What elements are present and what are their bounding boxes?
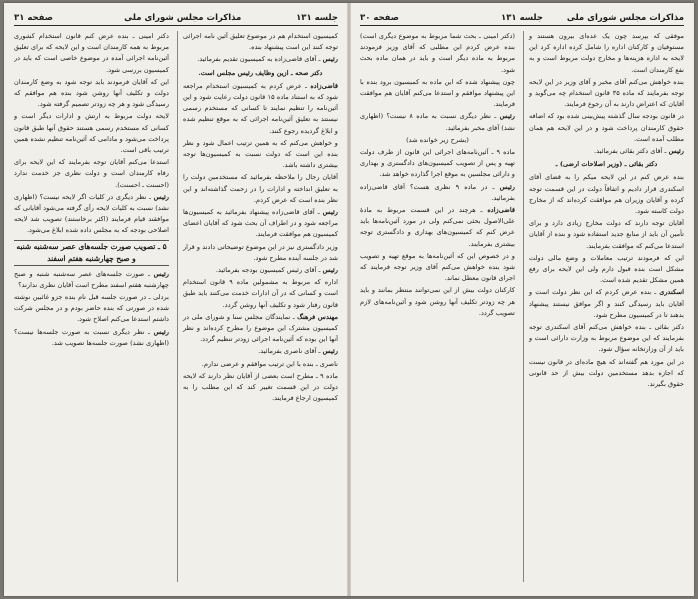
speaker-name: رئیس: [668, 147, 684, 156]
page-number: صفحه ۳۰: [360, 13, 399, 23]
body-paragraph: کارکنان دولت بیش از این نمی‌توانند منتظر بمانند و باید هر چه زودتر تکلیف آنها روشن شود و آئین‌نامه‌های لازم تصویب گردد.: [360, 286, 515, 317]
body-paragraph: آقایان توجه دارند که دولت مخارج زیادی دارد و برای تأمین آن باید از منابع جدید استفاده شود و بنده از آقایان استدعا می‌کنم که موافقت بفرمایند.: [529, 219, 684, 250]
speech-paragraph: [14, 269, 169, 291]
speech-text: ـ صورت جلسه‌های عصر سه‌شنبه شنبه و صبح چهارشنبه هفتم اسفند مطرح است آقایان نظری ندارند؟: [14, 269, 169, 289]
speech-paragraph: [183, 346, 338, 357]
speaker-name: رئیس: [499, 112, 515, 121]
speech-text: ـ آقای قاضی‌زاده به کمیسیون تقدیم بفرمائید.: [197, 55, 321, 64]
speech-paragraph: [360, 205, 515, 250]
journal-title: مذاکرات مجلس شورای ملی: [566, 13, 684, 23]
speech-text: ـ هرچند در این قسمت مربوط به مادهٔ علی‌الاصول بحثی نمی‌کنم ولی در مورد آئین‌نامه‌ها باید عرض کنم که کمیسیون‌های بهداری و دادگستری توجه بیشتری بفرمایند.: [360, 206, 515, 248]
page-header: [14, 11, 338, 26]
speech-text: ـ نظر دیگری نسبت به ماده ۸ نیست؟ (اظهاری نشد) آقای مخبر بفرمائید.: [360, 112, 515, 132]
body-paragraph: لایحه دولت مربوط به ارتش و ادارات دیگر است و کسانی که مستخدم رسمی هستند حقوق آنها طبق قانون پرداخت می‌شود و مادامی که آئین‌نامه تنظیم نشده همین ترتیب باقی است.: [14, 112, 169, 155]
speaker-name: رئیس: [153, 269, 169, 278]
session-number: جلسه ۱۳۱: [501, 13, 543, 23]
speech-paragraph: [360, 111, 515, 133]
body-paragraph: (دکتر امینی ـ بحث شما مربوط به موضوع دیگری است) بنده عرض کردم این مطلبی که آقای وزیر فرمودند مربوط به ماده دیگر است و باید در همان ماده بحث شود.: [360, 32, 515, 74]
body-paragraph: آقایان رجال را ملاحظه بفرمائید که مستخدمین دولت را به تعلیق انداخته و ادارات را در زحمت گذاشته‌اند و این نظر بنده است که عرض کردم.: [183, 173, 338, 204]
speech-paragraph: [14, 327, 169, 349]
page-30: [350, 3, 694, 596]
speaker-line: دکتر بقائی ـ (وزیر اصلاحات ارضی) ـ: [555, 160, 658, 169]
speech-text: ـ نظر دیگری نسبت به صورت جلسه‌ها نیست؟ (اظهاری نشد) صورت جلسه‌ها تصویب شد.: [14, 327, 169, 347]
text-column-left: [360, 31, 515, 582]
speech-paragraph: [360, 182, 515, 204]
speaker-name: اسکندری: [659, 288, 684, 297]
body-paragraph: وزیر دادگستری نیز در این موضوع توضیحاتی دادند و قرار شد در جلسه آینده مطرح شود.: [183, 242, 338, 262]
speaker-name: رئیس: [153, 327, 169, 336]
speech-text: ـ آقای دکتر بقائی بفرمائید.: [594, 147, 667, 156]
speaker-name: رئیس: [499, 182, 515, 191]
speaker-line: دکتر صحه ـ ازین وظایف رئیس مجلس است.: [198, 68, 323, 77]
speech-paragraph: [14, 192, 169, 237]
speaker-name: قاضی‌زاده: [310, 81, 338, 90]
speech-text: ـ آقای ناصری بفرمائید.: [258, 347, 321, 356]
text-column-left: [14, 31, 169, 582]
section-heading: ۵ ـ تصویب صورت جلسه‌های عصر سه‌شنبه شنبه و صبح چهارشنبه هفتم اسفند: [14, 240, 169, 266]
speaker-name: مهندس فرهنگ: [297, 312, 338, 321]
body-paragraph: و خواهش می‌کنم که به همین ترتیب اعمال شود و نظر بنده این است که دولت نسبت به کمیسیون‌ها توجه بیشتری داشته باشد.: [183, 138, 338, 170]
body-paragraph: ماده ۹ ـ مطرح است بعضی از آقایان نظر دارند که لایحه دولت در این قسمت تغییر کند که این مطلب را به کمیسیون ارجاع فرمایند.: [183, 371, 338, 403]
speech-text: ـ در ماده ۹ نظری هست؟ آقای قاضی‌زاده بفرمائید.: [360, 182, 515, 202]
body-paragraph: دکتر بقائی ـ بنده خواهش می‌کنم آقای اسکندری توجه بفرمایند که این موضوع مربوط به وزارت دارائی است و باید از آن وزارتخانه سؤال شود.: [529, 323, 684, 354]
body-paragraph: موفقی که بپرسد چون یک عده‌ای بیرون هستند و مستوفیان و کارکنان اداره را شامل کرده اداره کرد این لایحه به اداره هزینه‌ها و مخارج دولت مربوط است و به نفع کارمندان است.: [529, 32, 684, 74]
speaker-name: قاضی‌زاده: [487, 206, 515, 215]
session-number: جلسه ۱۳۱: [296, 13, 338, 23]
body-paragraph: این که آقایان فرمودند باید توجه شود به وضع کارمندان دولت و تکلیف آنها روشن شود بنده هم موافقم که رسیدگی شود و هر چه زودتر تصمیم گرفته شود.: [14, 77, 169, 109]
speech-paragraph: [529, 146, 684, 157]
speaker-name: رئیس: [322, 208, 338, 217]
page-columns: [360, 31, 684, 582]
body-paragraph: در این مورد هم گفته‌اند که هیچ ماده‌ای در قانون نیست که اجازه بدهد مستخدمین دولت بیش از حد قانونی حقوق بگیرند.: [529, 357, 684, 389]
speech-text: ـ آقای رئیس کمیسیون بودجه بفرمائید.: [215, 266, 321, 275]
body-paragraph: ناصری ـ بنده با این ترتیب موافقم و عرضی ندارم.: [201, 359, 338, 368]
speech-text: ـ بنده عرض کردم که این نظر دولت است و آقایان باید رسیدگی کنند و اگر موافق نیستند پیشنهاد بدهند تا در کمیسیون مطرح شود.: [529, 288, 684, 319]
speaker-name: رئیس: [322, 266, 338, 275]
body-paragraph: دکتر امینی ـ بنده عرض کنم قانون استخدام کشوری مربوط به همه کارمندان است و این لایحه که برای تعلیق آئین‌نامه اجرائی آمده در موضوع خاصی است که باید در کمیسیون بررسی شود.: [14, 32, 169, 74]
speech-paragraph: [183, 54, 338, 65]
speech-paragraph: [183, 207, 338, 241]
page-header: [360, 11, 684, 26]
speech-text: ـ عرض کردم به کمیسیون استخدام مراجعه شود که به استناد ماده ۱۵ قانون دولت رعایت شود و این آئین‌نامه را تنظیم نمایند تا کسانی که مستخدم رسمی نیستند به تعلیق آئین‌نامه اجرائی که به موقع تنظیم شده و ابلاغ گردیده رجوع کنند.: [183, 81, 338, 135]
speaker-name: رئیس: [322, 347, 338, 356]
body-paragraph: و در خصوص این که آئین‌نامه‌ها به موقع تهیه و تصویب شود بنده خواهش می‌کنم آقای وزیر توجه فرمایند که اجرای قانون معطل نماند.: [360, 251, 515, 283]
page-31: [4, 3, 348, 596]
page-columns: [14, 31, 338, 582]
text-column-right: [177, 31, 338, 582]
journal-title: مذاکرات مجلس شورای ملی: [124, 13, 242, 23]
speech-paragraph: [529, 287, 684, 321]
body-paragraph: بنده عرض کنم در این لایحه میکم را به قضای آقای اسکندری قرار دادیم و اتفاقاً دولت در این قسمت توجه کرده و آقایان وزیران هم موافقت کرده‌اند که از مخارج دولت کاسته شود.: [529, 173, 684, 216]
text-column-right: [523, 31, 684, 582]
book-spread: [4, 3, 694, 596]
speech-paragraph: [183, 81, 338, 137]
body-paragraph: بنده خواهش می‌کنم آقای مخبر و آقای وزیر در این لایحه توجه بفرمایند که ماده ۳۵ قانون استخدام چه می‌گوید و آقایان که اعتراض دارند به آن رجوع فرمایند.: [529, 77, 684, 109]
body-paragraph: چون پیشنهاد شده که این ماده به کمیسیون برود بنده با این پیشنهاد موافقم و استدعا می‌کنم آقایان هم موافقت فرمایند.: [360, 77, 515, 109]
speech-paragraph: [183, 312, 338, 346]
procedural-note: (بشرح زیر خوانده شد): [406, 135, 469, 144]
speech-text: ـ آقای قاضی‌زاده پیشنهاد بفرمائید به کمیسیون‌ها مراجعه شود و در اطراف آن بحث شود که آقایان اعضای کمیسیون هم موافقت فرمایند.: [183, 208, 338, 239]
speech-paragraph: [183, 265, 338, 276]
body-paragraph: در قانون بودجه سال گذشته پیش‌بینی شده بود که اضافه حقوق کارمندان پرداخت شود و در این لایحه هم همان مطلب آمده است.: [529, 112, 684, 143]
speech-text: ـ نمایندگان مجلس سنا و شورای ملی در کمیسیون مشترک این موضوع را مطرح کرده‌اند و نظر آنها این بوده که آئین‌نامه اجرائی زودتر تنظیم گردد.: [183, 312, 338, 344]
body-paragraph: این که فرمودند ترتیب معاملات و وضع مالی دولت مشکل است بنده قبول دارم ولی این لایحه برای رفع همین مشکل تقدیم شده است.: [529, 253, 684, 285]
body-paragraph: ماده ۹ ـ آئین‌نامه‌های اجرائی این قانون از طرف دولت تهیه و پس از تصویب کمیسیون‌های دادگستری و بهداری و دارائی مجلسین به موقع اجرا گذارده خواهد شد.: [360, 148, 515, 179]
body-paragraph: کمیسیون استخدام هم در موضوع تعلیق آئین نامه اجرائی توجه کنند این است پیشنهاد بنده.: [183, 32, 338, 52]
body-paragraph: بردلی ـ در صورت جلسه قبل نام بنده جزو غائبین نوشته شده در صورتی که بنده حاضر بودم و در مجلس شرکت داشتم استدعا می‌کنم اصلاح شود.: [14, 293, 169, 324]
speaker-name: رئیس: [153, 192, 169, 201]
page-number: صفحه ۳۱: [14, 13, 53, 23]
body-paragraph: اداره که مربوط به مشمولین ماده ۹ قانون استخدام است و کسانی که در آن ادارات خدمت می‌کنند باید طبق قانون رفتار شود و تکلیف آنها روشن گردد.: [183, 278, 338, 309]
speaker-name: رئیس: [322, 55, 338, 64]
body-paragraph: استدعا می‌کنم آقایان توجه بفرمایند که این لایحه برای رفاه کارمندان است و دولت نظری جز خدمت ندارد (احسنت ـ احسنت).: [14, 158, 169, 189]
speech-text: ـ نظر دیگری در کلیات اگر لایحه نیست؟ (اظهاری نشد) نسبت به کلیات لایحه رأی گرفته می‌شود آقایانی که موافقند قیام فرمایند (اکثر برخاستند) تصویب شد لایحه اصلاحی بودجه که به مجلس داده شده ابلاغ می‌شود.: [14, 192, 169, 235]
